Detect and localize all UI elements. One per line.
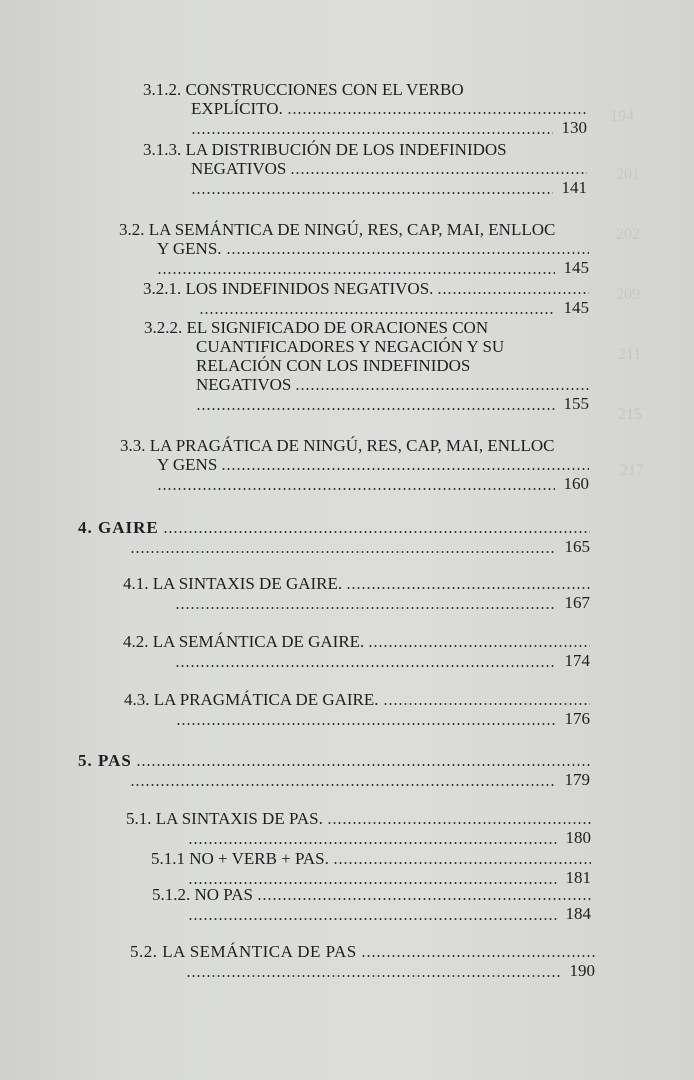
toc-entry-line [143, 80, 587, 99]
entry-title: 3.2.1. LOS INDEFINIDOS NEGATIVOS. [143, 279, 434, 298]
dot-leader [157, 272, 555, 274]
page-number: 184 [565, 904, 591, 923]
show-through-mark: 202 [616, 226, 640, 243]
entry-title: 5.2. LA SEMÁNTICA DE PAS [130, 942, 357, 961]
toc-entry[interactable] [144, 318, 589, 413]
toc-entry-line [130, 942, 595, 961]
toc-entry-leader-line [188, 828, 591, 847]
show-through-mark: 217 [620, 462, 644, 479]
dot-leader [157, 488, 555, 490]
toc-entry-leader-line [157, 474, 589, 493]
entry-title: 3.1.2. CONSTRUCCIONES CON EL VERBO [143, 80, 464, 99]
dot-leader [176, 723, 556, 725]
toc-entry[interactable] [123, 574, 590, 612]
entry-title: 5.1. LA SINTAXIS DE PAS. [126, 809, 323, 828]
toc-entry-line [196, 375, 589, 394]
toc-chapter-entry[interactable] [78, 751, 590, 789]
toc-entry-line [151, 849, 591, 868]
toc-entry-line [143, 279, 589, 298]
show-through-mark: 209 [616, 286, 640, 303]
dot-leader [130, 551, 556, 553]
toc-entry[interactable] [143, 140, 587, 197]
toc-entry[interactable] [143, 279, 589, 317]
toc-entry-leader-line [176, 709, 590, 728]
toc-entry-leader-line [191, 178, 587, 197]
toc-entry[interactable] [124, 690, 590, 728]
page-number: 181 [565, 868, 591, 887]
toc-entry-line [78, 751, 590, 770]
page-number: 167 [564, 593, 590, 612]
page-number: 190 [569, 961, 595, 980]
toc-entry[interactable] [126, 809, 591, 847]
dot-leader [333, 862, 591, 864]
entry-title-continuation: NEGATIVOS [191, 159, 287, 178]
dot-leader [290, 172, 587, 174]
dot-leader [188, 918, 557, 920]
page-number: 141 [561, 178, 587, 197]
entry-title-continuation: NEGATIVOS [196, 375, 292, 394]
dot-leader [136, 764, 590, 766]
dot-leader [287, 112, 587, 114]
page-number: 180 [565, 828, 591, 847]
show-through-mark: 194 [610, 108, 634, 125]
show-through-mark: 211 [618, 346, 642, 363]
toc-entry-leader-line [199, 298, 589, 317]
toc-entry-leader-line [175, 651, 590, 670]
entry-title-continuation: Y GENS. [157, 239, 222, 258]
dot-leader [186, 975, 561, 977]
toc-entry[interactable] [123, 632, 590, 670]
dot-leader [295, 388, 589, 390]
entry-title-continuation: Y GENS [157, 455, 218, 474]
dot-leader [327, 822, 591, 824]
dot-leader [368, 645, 590, 647]
toc-entry-line [157, 455, 589, 474]
toc-entry[interactable] [152, 885, 591, 923]
toc-entry-line [120, 436, 589, 455]
entry-title-continuation: CUANTIFICADORES Y NEGACIÓN Y SU [196, 337, 505, 356]
entry-title: 4.1. LA SINTAXIS DE GAIRE. [123, 574, 343, 593]
chapter-title: 5. PAS [78, 751, 132, 770]
toc-entry-leader-line [175, 593, 590, 612]
toc-entry-line [126, 809, 591, 828]
toc-entry-line [152, 885, 591, 904]
dot-leader [188, 842, 557, 844]
toc-entry[interactable] [143, 80, 587, 137]
entry-title: 4.3. LA PRAGMÁTICA DE GAIRE. [124, 690, 379, 709]
toc-entry-line [123, 574, 590, 593]
entry-title: 5.1.2. NO PAS [152, 885, 253, 904]
entry-title: 3.1.3. LA DISTRIBUCIÓN DE LOS INDEFINIDOS [143, 140, 507, 159]
toc-entry-line [144, 318, 589, 337]
dot-leader [130, 784, 556, 786]
toc-entry-line [124, 690, 590, 709]
dot-leader [221, 468, 589, 470]
dot-leader [175, 665, 556, 667]
dot-leader [226, 252, 589, 254]
dot-leader [175, 607, 556, 609]
toc-entry[interactable] [120, 436, 589, 493]
toc-entry-line [143, 140, 587, 159]
entry-title-continuation: EXPLÍCITO. [191, 99, 283, 118]
toc-entry-line [119, 220, 589, 239]
toc-entry-line [191, 99, 587, 118]
page-number: 179 [564, 770, 590, 789]
toc-entry[interactable] [151, 849, 591, 887]
entry-title: 3.2. LA SEMÁNTICA DE NINGÚ, RES, CAP, MAI, ENLLOC [119, 220, 556, 239]
toc-entry-line [157, 239, 589, 258]
page-number: 174 [564, 651, 590, 670]
toc-entry-leader-line [130, 770, 590, 789]
dot-leader [346, 587, 590, 589]
entry-title: 5.1.1 NO + VERB + PAS. [151, 849, 329, 868]
page-number: 165 [564, 537, 590, 556]
dot-leader [257, 898, 591, 900]
entry-title-continuation: RELACIÓN CON LOS INDEFINIDOS [196, 356, 471, 375]
page-number: 155 [563, 394, 589, 413]
dot-leader [191, 192, 553, 194]
dot-leader [188, 882, 557, 884]
toc-chapter-entry[interactable] [78, 518, 590, 556]
toc-entry-leader-line [157, 258, 589, 277]
toc-entry-line [191, 159, 587, 178]
dot-leader [196, 408, 555, 410]
toc-entry-line [196, 356, 589, 375]
toc-entry-leader-line [188, 904, 591, 923]
show-through-mark: 215 [618, 406, 642, 423]
toc-entry-leader-line [191, 118, 587, 137]
toc-entry-line [196, 337, 589, 356]
show-through-mark: 201 [616, 166, 640, 183]
page-number: 176 [564, 709, 590, 728]
dot-leader [361, 955, 595, 957]
page-number: 130 [561, 118, 587, 137]
toc-entry-leader-line [130, 537, 590, 556]
toc-entry[interactable] [119, 220, 589, 277]
dot-leader [191, 132, 553, 134]
page-number: 160 [563, 474, 589, 493]
toc-entry-line [78, 518, 590, 537]
dot-leader [437, 292, 589, 294]
toc-entry-leader-line [196, 394, 589, 413]
chapter-title: 4. GAIRE [78, 518, 159, 537]
page-number: 145 [563, 258, 589, 277]
toc-entry[interactable] [130, 942, 595, 980]
entry-title: 3.3. LA PRAGÁTICA DE NINGÚ, RES, CAP, MAI, ENLLOC [120, 436, 555, 455]
toc-entry-line [123, 632, 590, 651]
dot-leader [199, 312, 555, 314]
toc-entry-leader-line [186, 961, 595, 980]
entry-title: 4.2. LA SEMÁNTICA DE GAIRE. [123, 632, 365, 651]
dot-leader [163, 531, 590, 533]
page-number: 145 [563, 298, 589, 317]
dot-leader [383, 703, 590, 705]
entry-title: 3.2.2. EL SIGNIFICADO DE ORACIONES CON [144, 318, 489, 337]
